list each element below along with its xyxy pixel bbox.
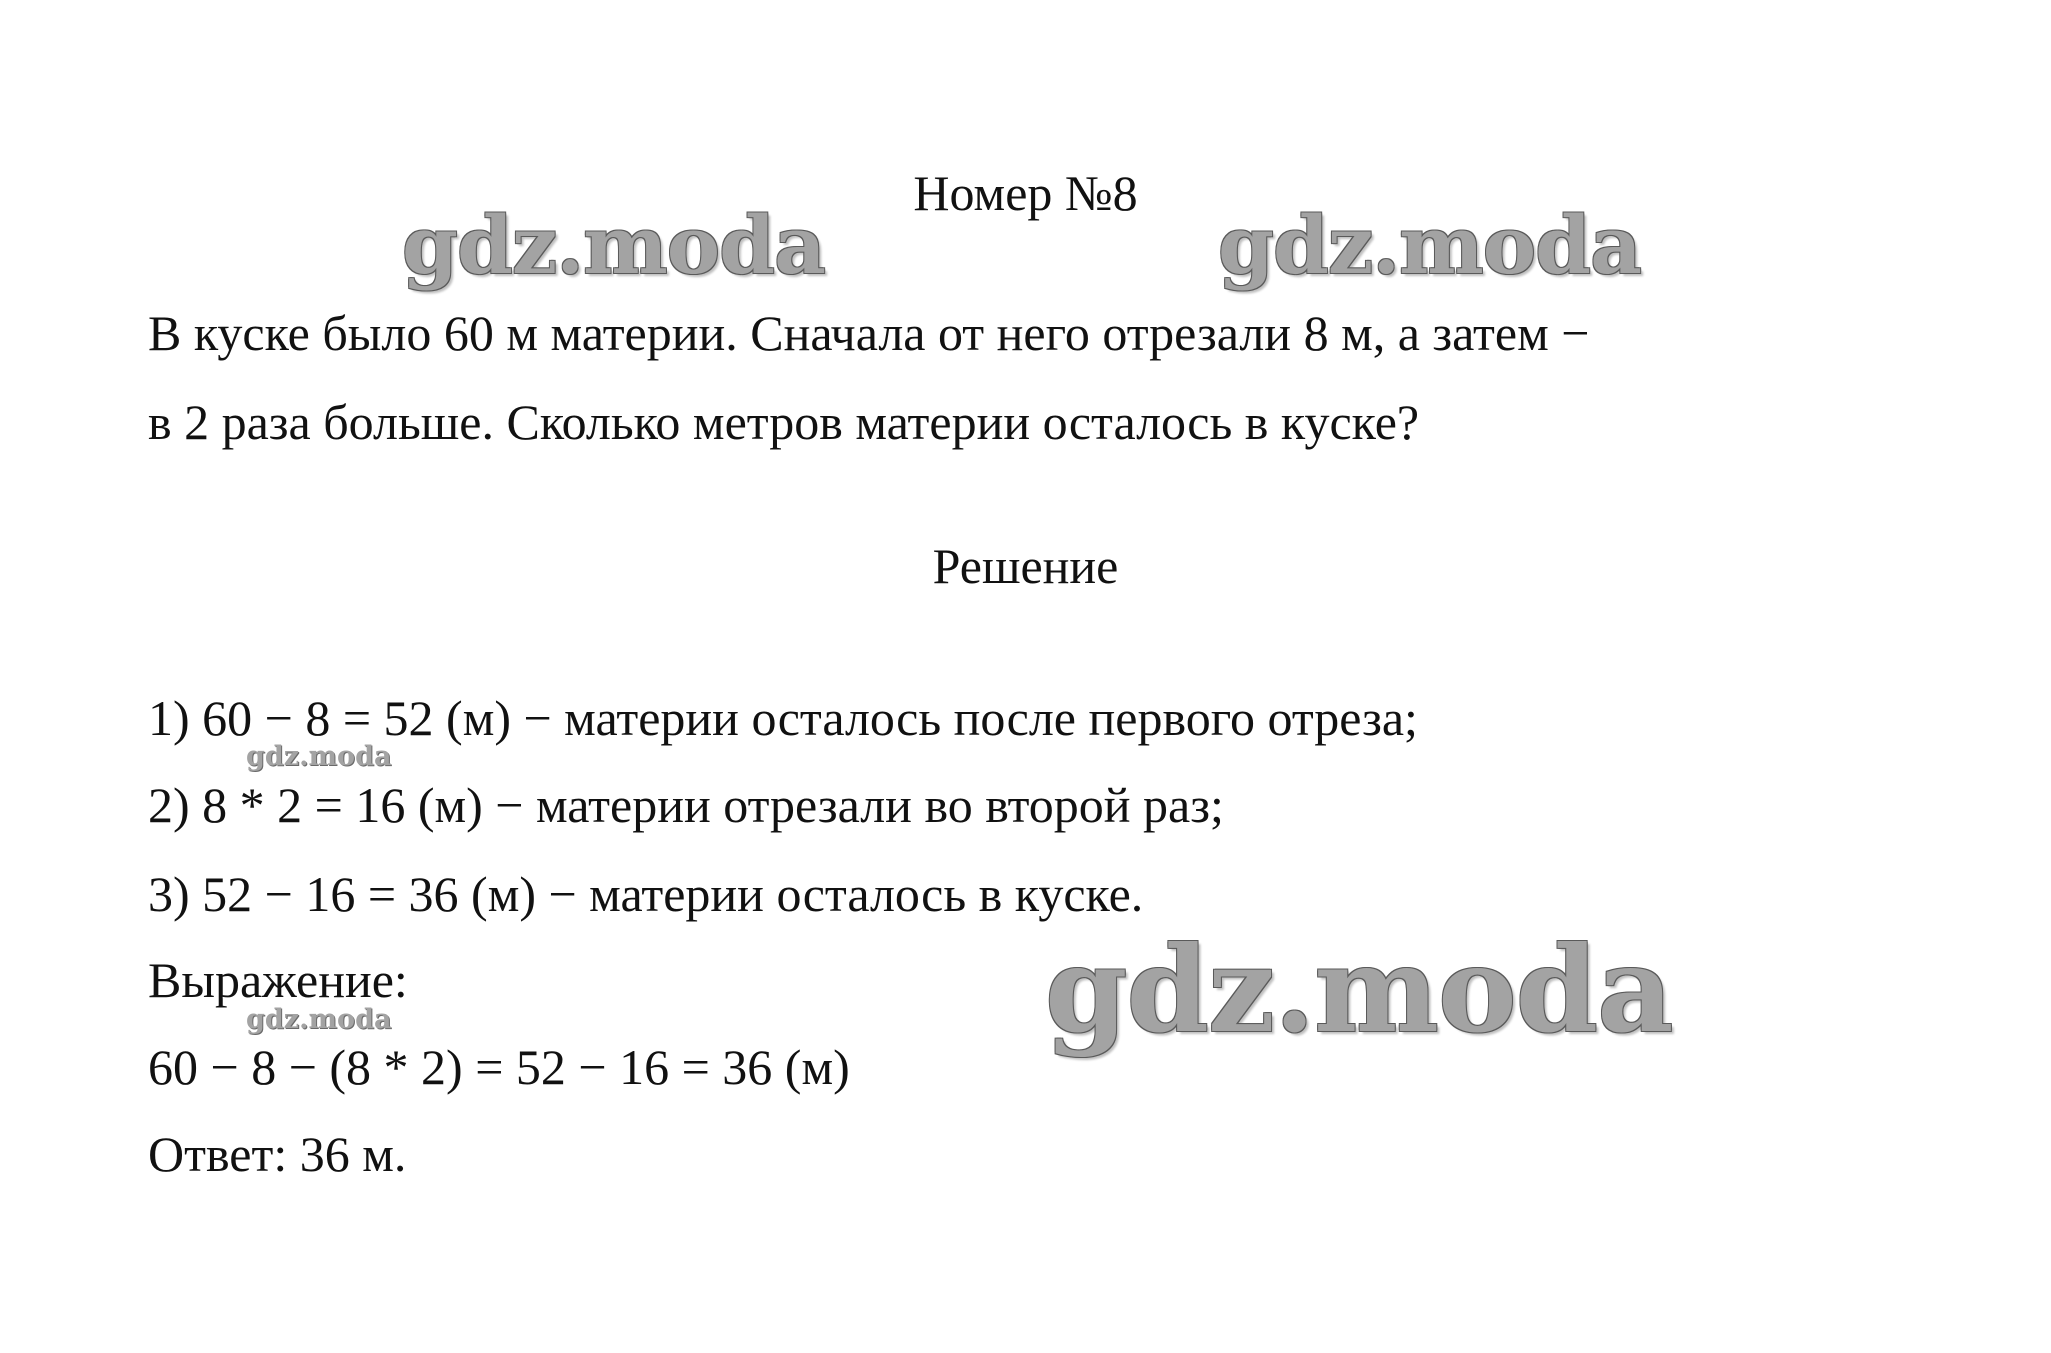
expression: 60 − 8 − (8 * 2) = 52 − 16 = 36 (м): [148, 1039, 850, 1095]
expression-label: Выражение:: [148, 952, 408, 1008]
problem-text-line-1: В куске было 60 м материи. Сначала от него отрезали 8 м, а затем −: [148, 305, 1590, 361]
watermark-logo: gdz.moda: [402, 198, 825, 292]
watermark-logo: gdz.moda: [246, 1004, 392, 1035]
solution-step-3: 3) 52 − 16 = 36 (м) − материи осталось в куске.: [148, 866, 1144, 922]
solution-step-1: 1) 60 − 8 = 52 (м) − материи осталось после первого отреза;: [148, 690, 1418, 746]
page-title: Номер №8: [913, 165, 1138, 221]
watermark-logo: gdz.moda: [1218, 198, 1641, 292]
watermark-logo: gdz.moda: [1045, 920, 1673, 1059]
answer: Ответ: 36 м.: [148, 1126, 407, 1182]
watermark-logo: gdz.moda: [246, 741, 392, 772]
solution-heading: Решение: [932, 538, 1119, 594]
problem-text-line-2: в 2 раза больше. Сколько метров материи осталось в куске?: [148, 394, 1420, 450]
solution-step-2: 2) 8 * 2 = 16 (м) − материи отрезали во второй раз;: [148, 777, 1224, 833]
